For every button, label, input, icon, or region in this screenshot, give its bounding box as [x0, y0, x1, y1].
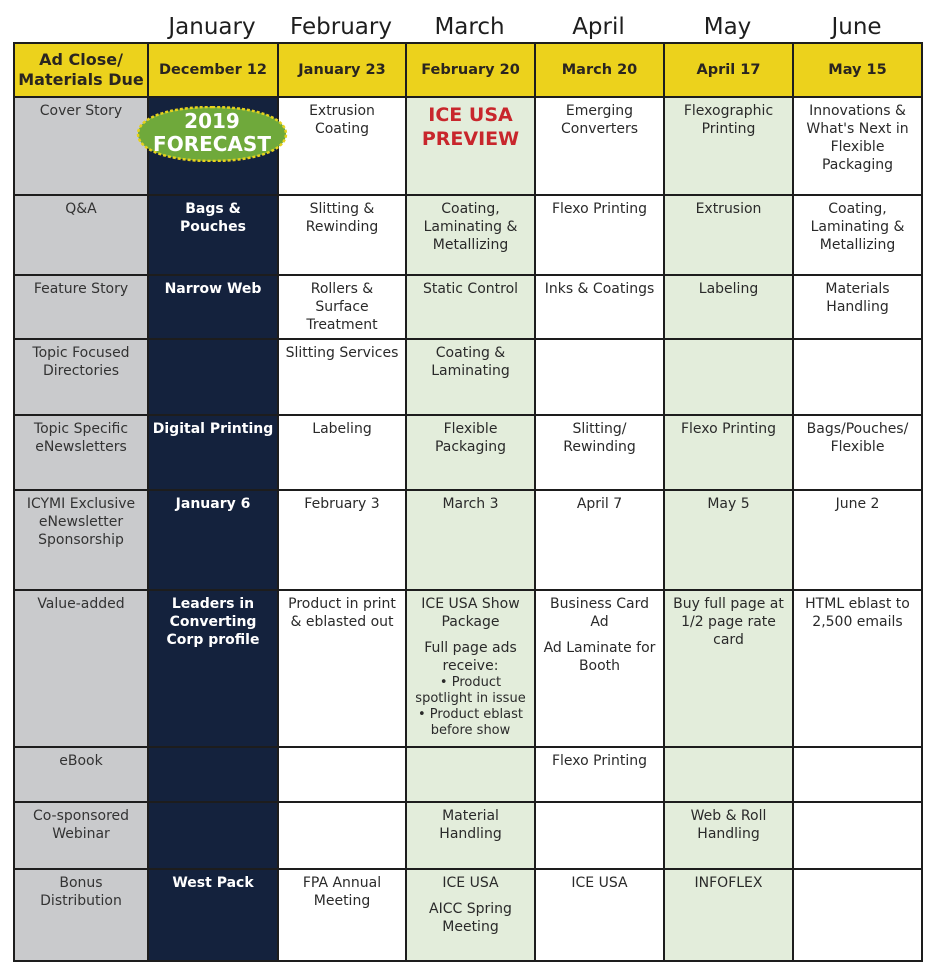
feature-story-may: Labeling — [664, 275, 793, 339]
value-added-march-bullet-2: • Product eblast before show — [418, 707, 523, 738]
icymi-may: May 5 — [664, 490, 793, 590]
value-added-april-laminate: Ad Laminate for Booth — [543, 640, 656, 674]
bonus-distribution-march — [406, 869, 535, 961]
feature-story-june: Materials Handling — [793, 275, 922, 339]
ebook-june — [793, 747, 922, 802]
value-added-march-intro: Full page ads receive: — [424, 640, 517, 674]
cover-story-march — [406, 97, 535, 195]
ebook-february — [278, 747, 406, 802]
row-label-feature-story: Feature Story — [14, 275, 148, 339]
row-label-enewsletters: Topic Specific eNewsletters — [14, 415, 148, 490]
webinar-june — [793, 802, 922, 869]
bonus-distribution-april: ICE USA — [535, 869, 664, 961]
value-added-march-bullet-1: • Product spotlight in issue — [415, 675, 526, 706]
feature-story-row — [14, 275, 922, 339]
qa-april: Flexo Printing — [535, 195, 664, 275]
webinar-row — [14, 802, 922, 869]
webinar-january — [148, 802, 278, 869]
ad-close-june: May 15 — [793, 43, 922, 97]
row-label-bonus-distribution: Bonus Distribution — [14, 869, 148, 961]
qa-june: Coating, Laminating & Metallizing — [793, 195, 922, 275]
icymi-january: January 6 — [148, 490, 278, 590]
value-added-march — [406, 590, 535, 747]
value-added-april-card: Business Card Ad — [550, 596, 649, 630]
webinar-february — [278, 802, 406, 869]
bonus-distribution-february: FPA Annual Meeting — [278, 869, 406, 961]
cover-story-may: Flexographic Printing — [664, 97, 793, 195]
qa-january: Bags & Pouches — [148, 195, 278, 275]
row-label-cover-story: Cover Story — [14, 97, 148, 195]
value-added-row — [14, 590, 922, 747]
enewsletters-june: Bags/Pouches/ Flexible — [793, 415, 922, 490]
row-label-webinar: Co-sponsored Webinar — [14, 802, 148, 869]
webinar-april — [535, 802, 664, 869]
month-header-may: May — [703, 14, 752, 40]
qa-march: Coating, Laminating & Metallizing — [406, 195, 535, 275]
forecast-badge-text: 2019 FORECAST — [153, 109, 271, 156]
qa-may: Extrusion — [664, 195, 793, 275]
icymi-june: June 2 — [793, 490, 922, 590]
cover-story-june: Innovations & What's Next in Flexible Packaging — [793, 97, 922, 195]
ebook-april: Flexo Printing — [535, 747, 664, 802]
value-added-may: Buy full page at 1/2 page rate card — [664, 590, 793, 747]
ebook-march — [406, 747, 535, 802]
icymi-february: February 3 — [278, 490, 406, 590]
enewsletters-february: Labeling — [278, 415, 406, 490]
month-header-march: March — [434, 14, 505, 40]
enewsletters-march: Flexible Packaging — [406, 415, 535, 490]
enewsletters-april: Slitting/ Rewinding — [535, 415, 664, 490]
row-label-ebook: eBook — [14, 747, 148, 802]
ebook-may — [664, 747, 793, 802]
ad-close-february: January 23 — [278, 43, 406, 97]
month-header-january: January — [168, 14, 256, 40]
directories-may — [664, 339, 793, 415]
cover-story-february: Extrusion Coating — [278, 97, 406, 195]
enewsletters-row — [14, 415, 922, 490]
webinar-may: Web & Roll Handling — [664, 802, 793, 869]
qa-february: Slitting & Rewinding — [278, 195, 406, 275]
qa-row — [14, 195, 922, 275]
bonus-distribution-march-aicc: AICC Spring Meeting — [429, 901, 512, 935]
icymi-row — [14, 490, 922, 590]
icymi-april: April 7 — [535, 490, 664, 590]
directories-june — [793, 339, 922, 415]
icymi-march: March 3 — [406, 490, 535, 590]
row-label-icymi: ICYMI Exclusive eNewsletter Sponsorship — [14, 490, 148, 590]
directories-row — [14, 339, 922, 415]
directories-january — [148, 339, 278, 415]
ebook-row — [14, 747, 922, 802]
value-added-april — [535, 590, 664, 747]
feature-story-march: Static Control — [406, 275, 535, 339]
ice-usa-preview-text: ICE USA PREVIEW — [421, 104, 520, 150]
ad-close-march: February 20 — [406, 43, 535, 97]
bonus-distribution-march-ice: ICE USA — [442, 875, 499, 891]
value-added-june: HTML eblast to 2,500 emails — [793, 590, 922, 747]
ad-close-april: March 20 — [535, 43, 664, 97]
feature-story-april: Inks & Coatings — [535, 275, 664, 339]
row-label-value-added: Value-added — [14, 590, 148, 747]
month-header-june: June — [831, 14, 882, 40]
ad-close-label: Ad Close/ Materials Due — [14, 43, 148, 97]
value-added-february: Product in print & eblasted out — [278, 590, 406, 747]
feature-story-february: Rollers & Surface Treatment — [278, 275, 406, 339]
enewsletters-may: Flexo Printing — [664, 415, 793, 490]
ad-close-row — [14, 43, 922, 97]
webinar-march: Material Handling — [406, 802, 535, 869]
row-label-qa: Q&A — [14, 195, 148, 275]
directories-april — [535, 339, 664, 415]
bonus-distribution-january: West Pack — [148, 869, 278, 961]
enewsletters-january: Digital Printing — [148, 415, 278, 490]
bonus-distribution-row — [14, 869, 922, 961]
cover-story-april: Emerging Converters — [535, 97, 664, 195]
value-added-march-package: ICE USA Show Package — [421, 596, 520, 630]
ebook-january — [148, 747, 278, 802]
ad-close-may: April 17 — [664, 43, 793, 97]
ad-close-january: December 12 — [148, 43, 278, 97]
bonus-distribution-june — [793, 869, 922, 961]
value-added-january: Leaders in Converting Corp profile — [148, 590, 278, 747]
directories-february: Slitting Services — [278, 339, 406, 415]
month-header-february: February — [290, 14, 392, 40]
directories-march: Coating & Laminating — [406, 339, 535, 415]
editorial-calendar-table — [13, 42, 923, 962]
feature-story-january: Narrow Web — [148, 275, 278, 339]
bonus-distribution-may: INFOFLEX — [664, 869, 793, 961]
month-header-april: April — [572, 14, 625, 40]
row-label-directories: Topic Focused Directories — [14, 339, 148, 415]
